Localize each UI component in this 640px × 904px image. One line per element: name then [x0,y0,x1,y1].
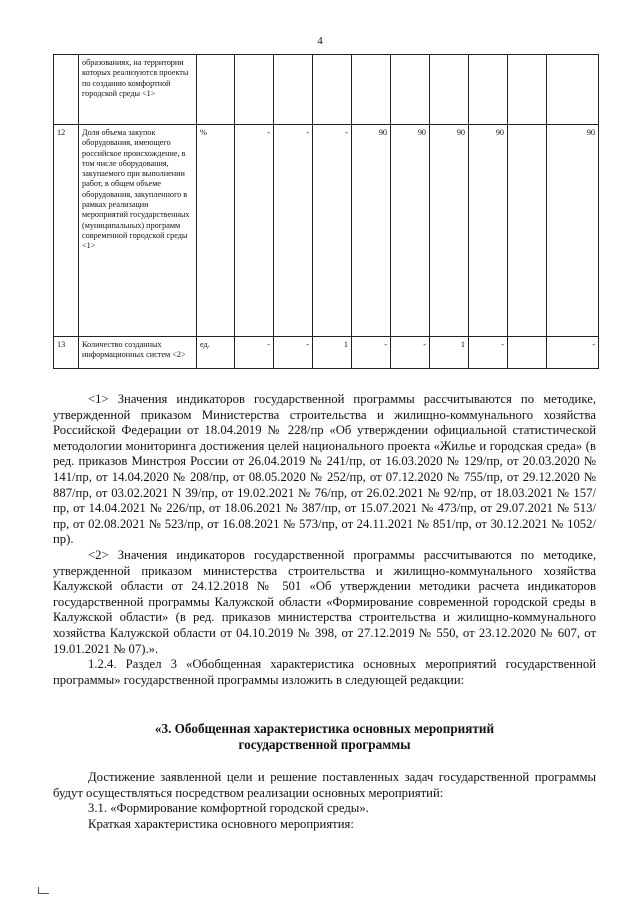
value-cell: - [547,337,599,369]
row-number: 12 [54,125,79,337]
row-number: 13 [54,337,79,369]
value-cell: - [274,125,313,337]
value-cell: 90 [352,125,391,337]
value-cell: - [235,337,274,369]
value-cell [274,55,313,125]
value-cell: 1 [430,337,469,369]
value-cell: - [391,337,430,369]
footnote-1: <1> Значения индикаторов государственной программы рассчитываются по методике, утвержденной приказом Министерства строительства и жилищно-коммунального хозяйства Российской Федерации от 18.04.2019 № 228/пр «Об утверждении официальной статистической методологии мониторинга достижения целей национального проекта «Жилье и городская среда» (в ред. приказов Минстроя России от 26.04.2019 № 241/пр, от 16.03.2020 № 129/пр, от 20.03.2020 № 141/пр, от 14.04.2020 № 208/пр, от 08.05.2020 № 252/пр, от 07.12.2020 № 755/пр, от 29.12.2020 № 887/пр, от 03.02.2021 N 39/пр, от 19.02.2021 № 76/пр, от 26.02.2021 № 92/пр, от 18.03.2021 № 157/пр, от 14.04.2021 № 226/пр, от 18.06.2021 № 387/пр, от 15.07.2021 № 473/пр, от 29.07.2021 № 513/пр, от 02.08.2021 № 523/пр, от 16.08.2021 № 573/пр, от 24.11.2021 № 851/пр, от 30.12.2021 № 1052/пр). [53,392,596,547]
amendment-paragraph: 1.2.4. Раздел 3 «Обобщенная характеристика основных мероприятий государственной программы» государственной программы изложить в следующей редакции: [53,657,596,687]
value-cell [508,55,547,125]
value-cell [508,125,547,337]
unit-cell: % [197,125,235,337]
body-paragraph-1: Достижение заявленной цели и решение поставленных задач государственной программы будут осуществляться посредством реализации основных мероприятий: [53,770,596,800]
indicators-table [53,54,599,369]
footnotes [53,392,596,688]
indicator-name: Количество созданных информационных систем <2> [79,337,197,369]
value-cell: - [235,125,274,337]
section-heading-line-2: государственной программы [238,737,411,752]
indicator-name: образованиях, на территории которых реализуются проекты по созданию комфортной городской среды <1> [79,55,197,125]
value-cell: 90 [469,125,508,337]
section-heading [53,721,596,753]
table-row [54,55,599,125]
body-paragraph-3: Краткая характеристика основного мероприятия: [88,816,354,831]
scan-corner-mark [38,887,49,894]
section-body [53,770,596,832]
indicator-name: Доля объема закупок оборудования, имеющего российское происхождение, в том числе оборудования, закупаемого при выполнении работ, в общем объеме оборудования, закупленного в рамках реализации мероприятий государственных (муниципальных) программ современной городской среды <1> [79,125,197,337]
body-paragraph-2: 3.1. «Формирование комфортной городской среды». [88,801,369,816]
value-cell [430,55,469,125]
value-cell [469,55,508,125]
section-heading-line-1: «3. Обобщенная характеристика основных мероприятий [154,721,495,736]
unit-cell: ед. [197,337,235,369]
value-cell [391,55,430,125]
value-cell: - [469,337,508,369]
value-cell: 1 [313,337,352,369]
table-row [54,125,599,337]
value-cell [508,337,547,369]
value-cell [313,55,352,125]
value-cell: 90 [391,125,430,337]
value-cell [235,55,274,125]
value-cell: 90 [547,125,599,337]
value-cell: - [313,125,352,337]
value-cell: - [352,337,391,369]
value-cell [352,55,391,125]
value-cell: - [274,337,313,369]
value-cell: 90 [430,125,469,337]
value-cell [547,55,599,125]
page-number: 4 [317,35,323,47]
footnote-2: <2> Значения индикаторов государственной программы рассчитываются по методике, утвержденной приказом министерства строительства и жилищно-коммунального хозяйства Калужской области от 24.12.2018 № 501 «Об утверждении методики расчета индикаторов государственной программы Калужской области «Формирование современной городской среды в Калужской области» (в ред. приказов министерства строительства и жилищно-коммунального хозяйства Калужской области от 04.10.2019 № 398, от 27.12.2019 № 550, от 23.12.2020 № 607, от 19.01.2021 № 07).». [53,547,596,656]
row-number [54,55,79,125]
table-row [54,337,599,369]
unit-cell [197,55,235,125]
